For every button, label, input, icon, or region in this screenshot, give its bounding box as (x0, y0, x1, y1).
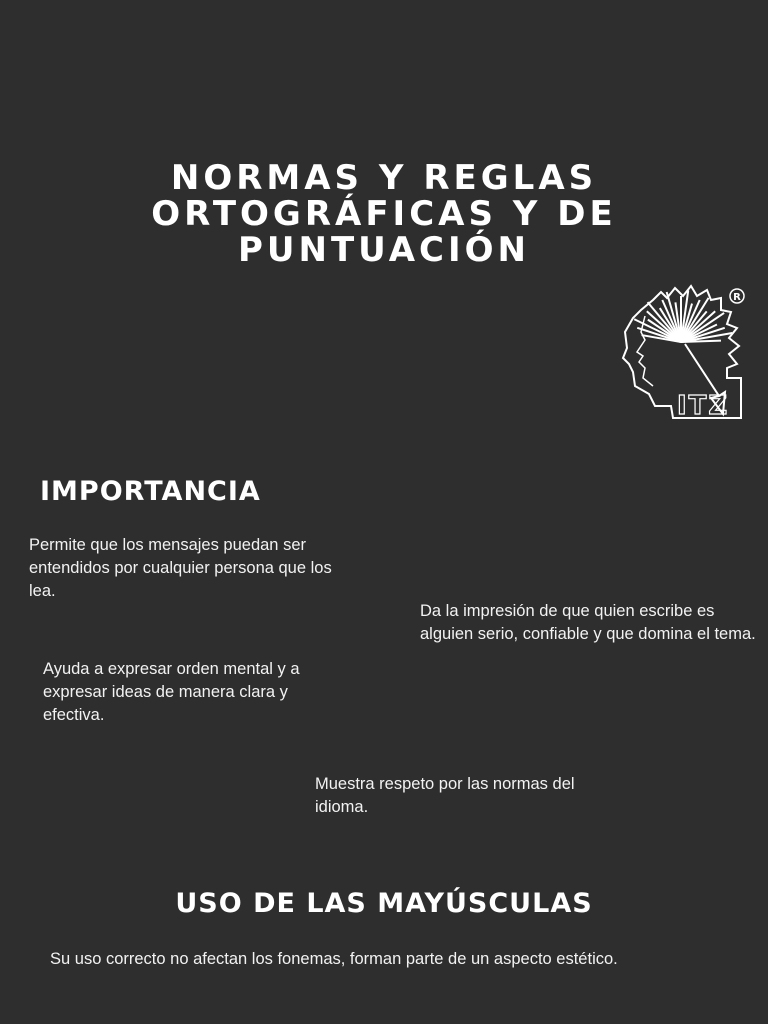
registered-mark: R (733, 292, 741, 303)
mayusculas-text: Su uso correcto no afectan los fonemas, forman parte de un aspecto estético. (50, 950, 618, 968)
logo-ray (681, 341, 721, 342)
importancia-point-1: Permite que los mensajes puedan ser entendidos por cualquier persona que los lea. (29, 536, 332, 600)
importancia-point-3: Ayuda a expresar orden mental y a expresar ideas de manera clara y efectiva. (43, 660, 300, 724)
mayusculas-heading: USO DE LAS MAYÚSCULAS (175, 888, 593, 919)
page-title (84, 160, 684, 268)
logo-text: ITZ (677, 391, 730, 421)
title-line-1: NORMAS Y REGLAS (170, 158, 598, 198)
importancia-heading: IMPORTANCIA (40, 476, 261, 507)
title-line-3: PUNTUACIÓN (237, 230, 530, 270)
title-line-2: ORTOGRÁFICAS Y DE (151, 194, 617, 234)
importancia-point-2: Da la impresión de que quien escribe es alguien serio, confiable y que domina el tema. (420, 602, 756, 643)
itz-logo-icon (615, 282, 750, 424)
importancia-point-4: Muestra respeto por las normas del idioma. (315, 775, 575, 816)
